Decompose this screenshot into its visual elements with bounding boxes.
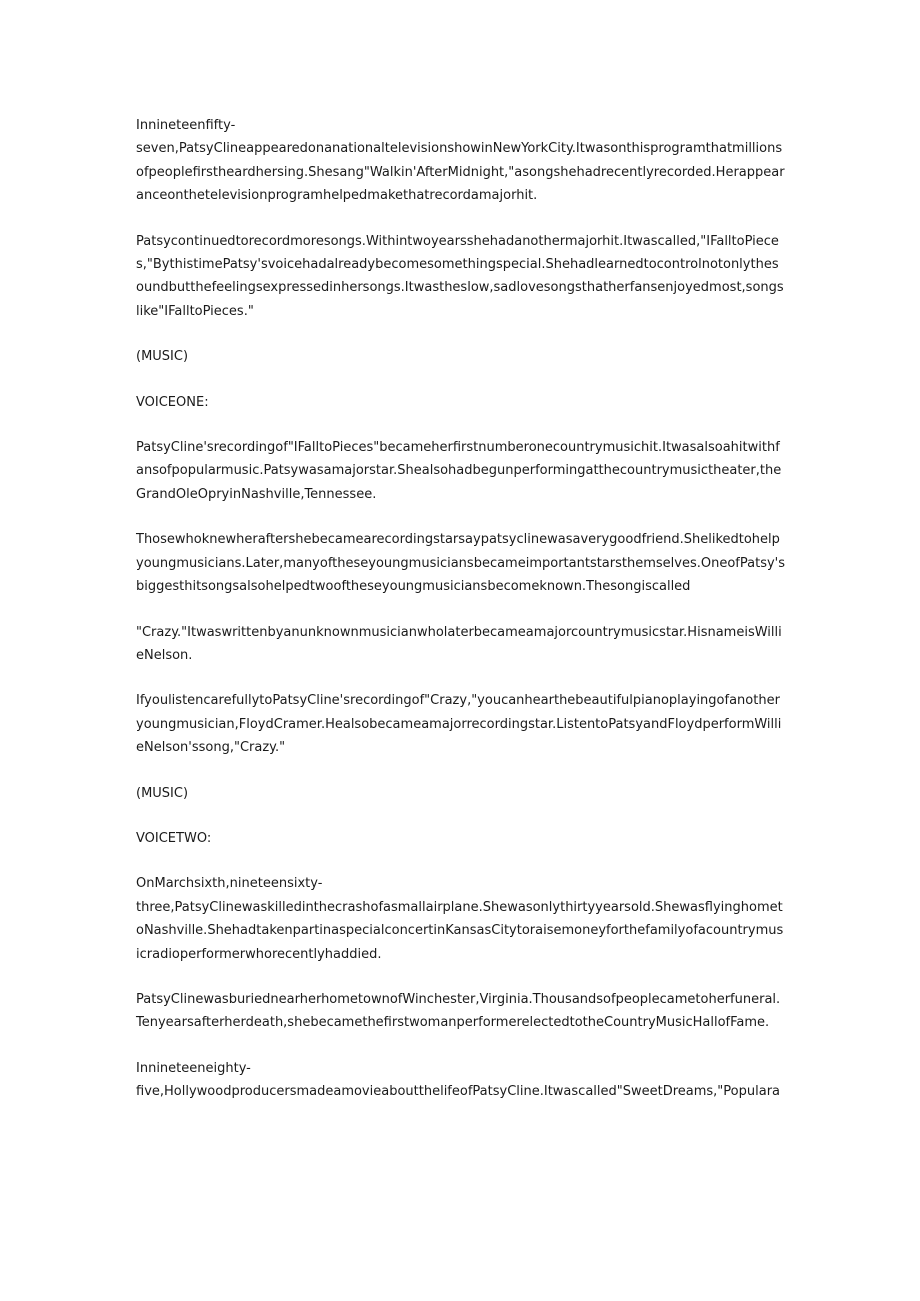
paragraph-9: Innineteeneighty- five,HollywoodproducersmadeamovieaboutthelifeofPatsyCline.Itwascalled"SweetDreams,"Populara xyxy=(136,1060,781,1100)
speaker-voice-one: VOICEONE: xyxy=(136,394,209,410)
speaker-voice-two: VOICETWO: xyxy=(136,830,212,846)
paragraph-1: Innineteenfifty- seven,PatsyClineappearedonanationaltelevisionshowinNewYorkCity.Itwasonthisprogramthatmillionsofpeoplefirstheardhersing.Shesang"Walkin'AfterMidnight,"asongshehadrecentlyrecorded.Herappearanceonthetelevisionprogramhelpedmakethatrecordamajorhit. xyxy=(136,118,785,204)
paragraph-4: Thosewhoknewheraftershebecamearecordingstarsaypatsyclinewasaverygoodfriend.Shelikedtohelpyoungmusicians.Later,manyoftheseyoungmusiciansbecameimportantstarsthemselves.OneofPatsy'sbiggesthitsongsalsohelpedtwooftheseyoungmusiciansbecomeknown.Thesongiscalled xyxy=(136,532,786,595)
paragraph-8: PatsyClinewasburiednearherhometownofWinchester,Virginia.Thousandsofpeoplecametoherfuneral.Tenyearsafterherdeath,shebecamethefirstwomanperformerelectedtotheCountryMusicHallofFame. xyxy=(136,991,781,1031)
paragraph-2: Patsycontinuedtorecordmoresongs.Withintwoyearsshehadanothermajorhit.Itwascalled,"IFalltoPieces,"BythistimePatsy'svoicehadalreadybecomesomethingspecial.Shehadlearnedtocontrolnotonlythesoundbutthefeelingsexpressedinhersongs.Itwastheslow,sadlovesongsthatherfansenjoyedmost,songslike"IFalltoPieces." xyxy=(136,233,784,319)
paragraph-6: IfyoulistencarefullytoPatsyCline'srecordingof"Crazy,"youcanhearthebeautifulpianoplayingofanotheryoungmusician,FloydCramer.Healsobecameamajorrecordingstar.ListentoPatsyandFloydperformWillieNelson'ssong,"Crazy." xyxy=(136,693,782,756)
music-cue-1: (MUSIC) xyxy=(136,349,189,365)
paragraph-3: PatsyCline'srecordingof"IFalltoPieces"becameherfirstnumberonecountrymusichit.Itwasalsoahitwithfansofpopularmusic.Patsywasamajorstar.Shealsohadbegunperformingatthecountrymusictheater,theGrandOleOpryinNashville,Tennessee. xyxy=(136,440,782,502)
document-page xyxy=(136,114,786,1126)
paragraph-5: "Crazy."Itwaswrittenbyanunknownmusicianwholaterbecameamajorcountrymusicstar.HisnameisWillieNelson. xyxy=(136,624,782,663)
music-cue-2: (MUSIC) xyxy=(136,785,189,801)
paragraph-7: OnMarchsixth,nineteensixty- three,PatsyClinewaskilledinthecrashofasmallairplane.Shewasonlythirtyyearsold.ShewasflyinghometoNashville.ShehadtakenpartinaspecialconcertinKansasCitytoraisemoneyforthefamilyofacountrymusicradioperformerwhorecentlyhaddied. xyxy=(136,876,784,962)
